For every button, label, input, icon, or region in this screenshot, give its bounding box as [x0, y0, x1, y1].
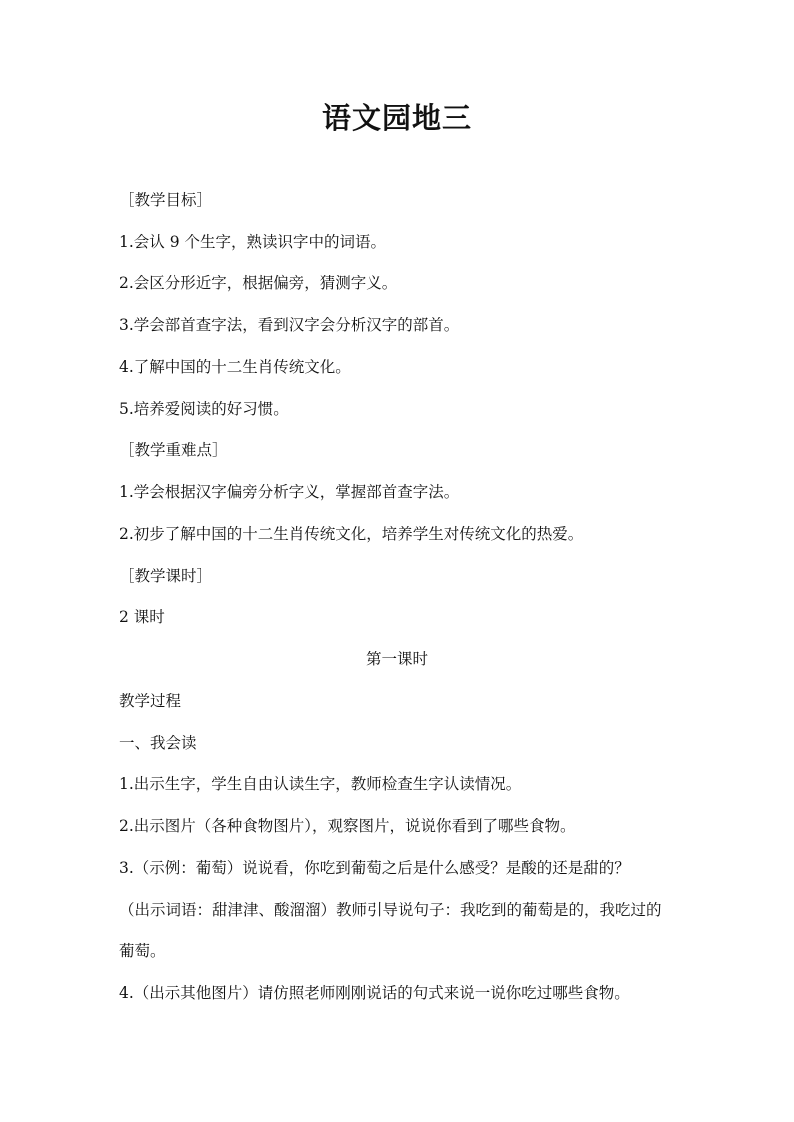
- step-item-2: 2.出示图片（各种食物图片），观察图片，说说你看到了哪些食物。: [119, 817, 576, 835]
- key-point-2: 2.初步了解中国的十二生肖传统文化，培养学生对传统文化的热爱。: [119, 525, 584, 543]
- step-item-3-continued: （出示词语：甜津津、酸溜溜）教师引导说句子：我吃到的葡萄是的，我吃过的: [119, 901, 662, 919]
- goal-item-4: 4.了解中国的十二生肖传统文化。: [119, 358, 351, 376]
- goal-item-1: 1.会认 9 个生字，熟读识字中的词语。: [119, 233, 387, 251]
- goal-item-2: 2.会区分形近字，根据偏旁，猜测字义。: [119, 274, 398, 292]
- step-item-3-continued-end: 葡萄。: [119, 942, 166, 960]
- step-heading-read: 一、我会读: [119, 734, 197, 752]
- class-hours-value: 2 课时: [119, 608, 165, 626]
- lesson-subtitle: 第一课时: [365, 650, 428, 668]
- step-item-4: 4.（出示其他图片）请仿照老师刚刚说话的句式来说一说你吃过哪些食物。: [119, 984, 630, 1002]
- goal-item-3: 3.学会部首查字法，看到汉字会分析汉字的部首。: [119, 316, 460, 334]
- step-item-1: 1.出示生字，学生自由认读生字，教师检查生字认读情况。: [119, 775, 522, 793]
- step-item-3: 3.（示例：葡萄）说说看，你吃到葡萄之后是什么感受？是酸的还是甜的？: [119, 859, 630, 877]
- document-title: 语文园地三: [321, 101, 472, 135]
- section-heading-key-points: ［教学重难点］: [119, 441, 228, 459]
- section-heading-teaching-goals: ［教学目标］: [119, 191, 213, 209]
- process-heading: 教学过程: [119, 692, 182, 710]
- key-point-1: 1.学会根据汉字偏旁分析字义，掌握部首查字法。: [119, 483, 460, 501]
- section-heading-class-hours: ［教学课时］: [119, 567, 213, 585]
- goal-item-5: 5.培养爱阅读的好习惯。: [119, 400, 289, 418]
